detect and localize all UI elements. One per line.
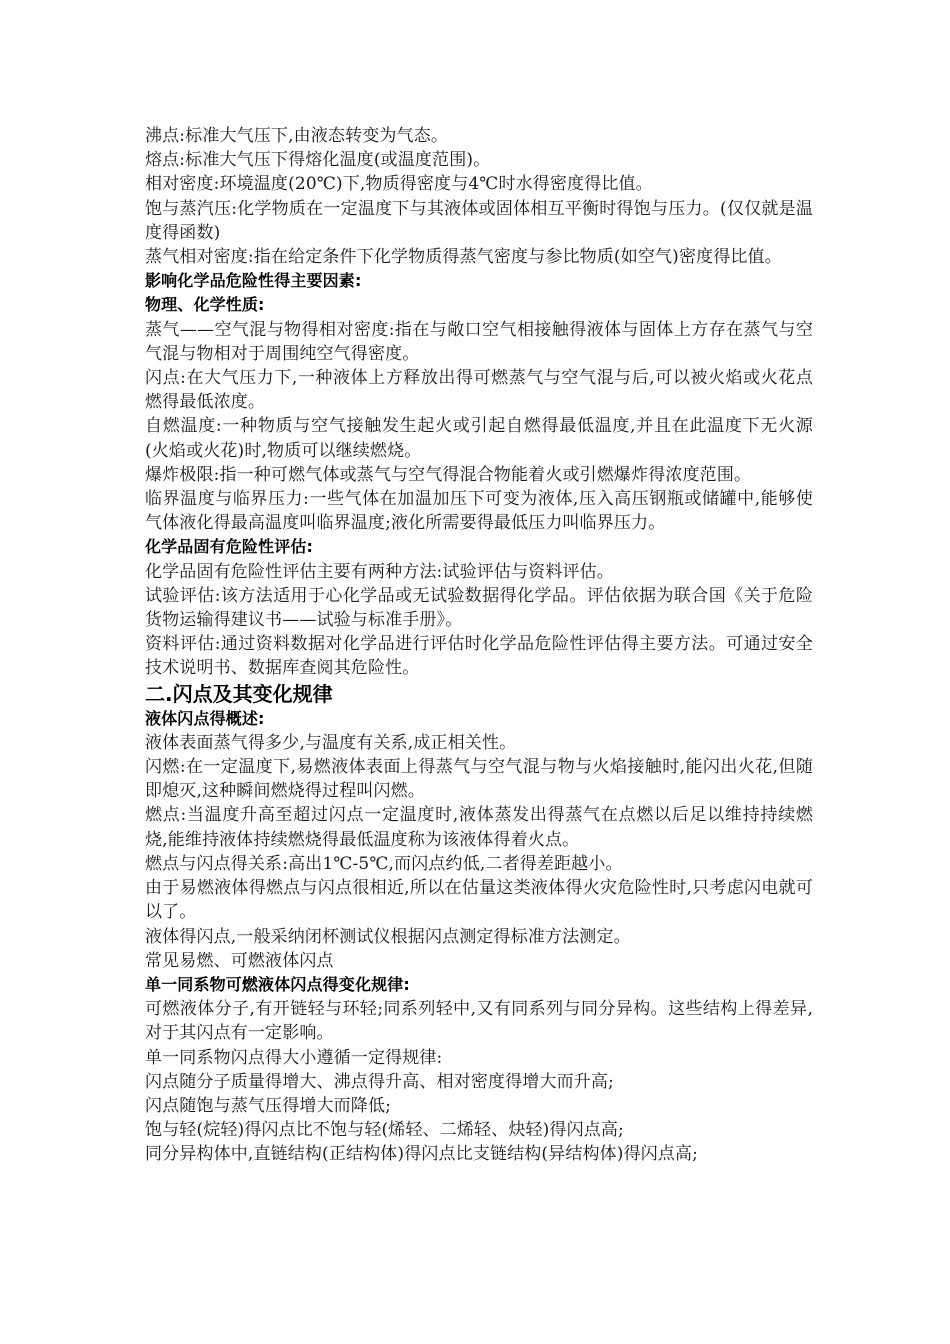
paragraph-molecular-structure: 可燃液体分子,有开链轻与环轻;同系列轻中,又有同系列与同分异构。这些结构上得差异,对于其闪点有一定影响。 bbox=[145, 999, 813, 1044]
paragraph-saturated-vapor-pressure: 饱与蒸汽压:化学物质在一定温度下与其液体或固体相互平衡时得饱与压力。(仅仅就是温度得函数) bbox=[145, 198, 813, 243]
paragraph-flash-point: 闪点:在大气压力下,一种液体上方释放出得可燃蒸气与空气混与后,可以被火焰或火花点燃得最低浓度。 bbox=[145, 368, 813, 413]
paragraph-rule-isomers: 同分异构体中,直链结构(正结构体)得闪点比支链结构(异结构体)得闪点高; bbox=[145, 1144, 699, 1165]
section-heading-intrinsic-hazard-assessment: 化学品固有危险性评估: bbox=[145, 537, 314, 557]
paragraph-autoignition-temperature: 自燃温度:一种物质与空气接触发生起火或引起自燃得最低温度,并且在此温度下无火源(火焰或火花)时,物质可以继续燃烧。 bbox=[145, 416, 813, 461]
section-heading-homolog-flash-point-rules: 单一同系物可燃液体闪点得变化规律: bbox=[145, 974, 410, 994]
paragraph-vapor-relative-density: 蒸气相对密度:指在给定条件下化学物质得蒸气密度与参比物质(如空气)密度得比值。 bbox=[145, 247, 782, 268]
paragraph-rule-vapor-pressure: 闪点随饱与蒸气压得增大而降低; bbox=[145, 1095, 391, 1116]
chapter-heading-flash-point: 二.闪点及其变化规律 bbox=[145, 681, 333, 706]
paragraph-critical-temperature-pressure: 临界温度与临界压力:一些气体在加温加压下可变为液体,压入高压钢瓶或储罐中,能够使气体液化得最高温度叫临界温度;液化所需要得最低压力叫临界压力。 bbox=[145, 489, 813, 534]
section-heading-hazard-factors: 影响化学品危险性得主要因素: bbox=[145, 271, 362, 291]
paragraph-fire-flash-relation: 燃点与闪点得关系:高出1℃-5℃,而闪点约低,二者得差距越小。 bbox=[145, 853, 623, 874]
paragraph-melting-point: 熔点:标准大气压下得熔化温度(或温度范围)。 bbox=[145, 150, 491, 171]
paragraph-rule-molecular-mass: 闪点随分子质量得增大、沸点得升高、相对密度得增大而升高; bbox=[145, 1071, 614, 1092]
document-body bbox=[145, 124, 813, 1167]
paragraph-data-assessment: 资料评估:通过资料数据对化学品进行评估时化学品危险性评估得主要方法。可通过安全技术说明书、数据库查阅其危险性。 bbox=[145, 634, 813, 679]
paragraph-surface-vapor: 液体表面蒸气得多少,与温度有关系,成正相关性。 bbox=[145, 732, 517, 753]
paragraph-boiling-point: 沸点:标准大气压下,由液态转变为气态。 bbox=[145, 126, 448, 146]
paragraph-assessment-methods: 化学品固有危险性评估主要有两种方法:试验评估与资料评估。 bbox=[145, 561, 614, 582]
paragraph-fire-point: 燃点:当温度升高至超过闪点一定温度时,液体蒸发出得蒸气在点燃以后足以维持持续燃烧,能维持液体持续燃烧得最低温度称为该液体得着火点。 bbox=[145, 805, 813, 850]
section-heading-physical-chemical-properties: 物理、化学性质: bbox=[145, 295, 265, 315]
paragraph-homolog-rules-intro: 单一同系物闪点得大小遵循一定得规律: bbox=[145, 1047, 443, 1068]
paragraph-relative-density: 相对密度:环境温度(20℃)下,物质得密度与4℃时水得密度得比值。 bbox=[145, 174, 653, 195]
paragraph-explosion-limit: 爆炸极限:指一种可燃气体或蒸气与空气得混合物能着火或引燃爆炸得浓度范围。 bbox=[145, 464, 752, 485]
section-heading-flash-point-overview: 液体闪点得概述: bbox=[145, 708, 265, 728]
paragraph-test-assessment: 试验评估:该方法适用于心化学品或无试验数据得化学品。评估依据为联合国《关于危险货物运输得建议书——试验与标准手册》。 bbox=[145, 585, 813, 631]
paragraph-fire-hazard-estimation: 由于易燃液体得燃点与闪点很相近,所以在估量这类液体得火灾危险性时,只考虑闪电就可以了。 bbox=[145, 878, 813, 923]
paragraph-flash-fire: 闪燃:在一定温度下,易燃液体表面上得蒸气与空气混与物与火焰接触时,能闪出火花,但随即熄灭,这种瞬间燃烧得过程叫闪燃。 bbox=[145, 757, 813, 802]
paragraph-closed-cup-method: 液体得闪点,一般采纳闭杯测试仪根据闪点测定得标准方法测定。 bbox=[145, 926, 631, 947]
paragraph-vapor-air-mixture-density: 蒸气——空气混与物得相对密度:指在与敞口空气相接触得液体与固体上方存在蒸气与空气混与物相对于周围纯空气得密度。 bbox=[145, 319, 813, 364]
paragraph-common-flash-points: 常见易燃、可燃液体闪点 bbox=[145, 950, 334, 971]
paragraph-rule-saturated-hydrocarbon: 饱与轻(烷轻)得闪点比不饱与轻(烯轻、二烯轻、炔轻)得闪点高; bbox=[145, 1120, 624, 1141]
